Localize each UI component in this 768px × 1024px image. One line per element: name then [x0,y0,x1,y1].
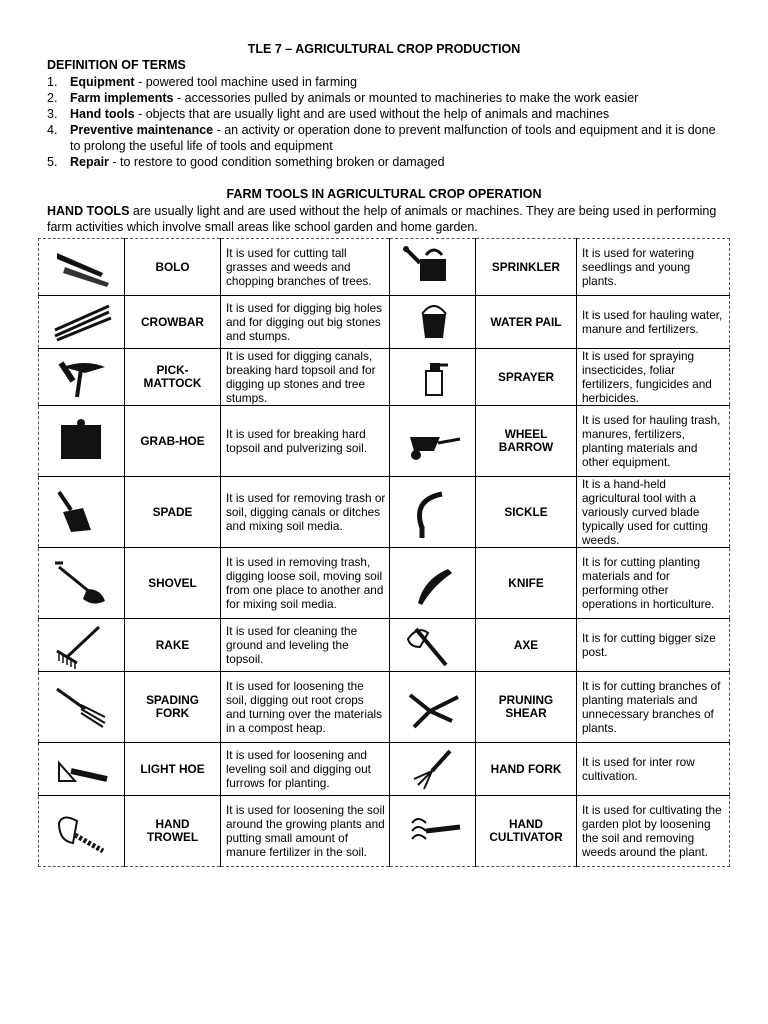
tool-description: It is used for cutting tall grasses and weeds and chopping branches of trees. [226,246,372,288]
definition-term: Repair [70,155,109,169]
tool-name-cell [476,239,577,296]
hand-trowel-icon [39,805,124,857]
tool-name-cell [125,619,221,672]
definition-item: 5. Repair - to restore to good condition something broken or damaged [47,155,445,169]
tool-description-cell [577,672,730,743]
tool-description-cell [577,349,730,406]
section-title: FARM TOOLS IN AGRICULTURAL CROP OPERATION [226,187,542,201]
tool-name: HAND TROWEL [146,817,199,844]
tool-name-cell [476,796,577,867]
tool-description: It is used for loosening and leveling soil and digging out furrows for planting. [226,748,371,790]
tool-description: It is for cutting branches of planting materials and unnecessary branches of plants. [582,679,721,735]
grab-hoe-icon [39,415,124,467]
definition-item: 1. Equipment - powered tool machine used in farming [47,75,357,89]
tool-name: SPADING FORK [146,693,199,720]
tool-name: SPRAYER [498,369,554,384]
tool-description: It is used for inter row cultivation. [582,755,695,783]
tool-description: It is for cutting bigger size post. [582,631,716,659]
tool-description-cell [221,743,390,796]
tool-name-cell [476,672,577,743]
tool-description-cell [221,672,390,743]
intro-text: are usually light and are used without the help of animals or machines. They are being used in performing farm activities which involve small areas like school garden and home garden. [47,204,717,234]
rake-icon [39,619,124,671]
tool-name: SHOVEL [148,575,197,590]
definition-item: 4. Preventive maintenance - an activity or operation done to prevent malfunction of tools and equipment and it is done to prolong the useful life of tools and equipment [47,123,716,153]
tool-description: It is used for spraying insecticides, foliar fertilizers, fungicides and herbicides. [582,349,712,405]
tool-name: LIGHT HOE [140,761,205,776]
tool-description: It is used for hauling trash, manures, fertilizers, planting materials and other equipment. [582,413,721,469]
sprinkler-icon [390,241,475,293]
tool-name-cell [476,477,577,548]
tool-name-cell [125,296,221,349]
tool-description-cell [221,296,390,349]
tool-description: It is used in removing trash, digging loose soil, moving soil from one place to another and for mixing soil media. [226,555,384,611]
tool-description: It is used for digging big holes and for digging out big stones and stumps. [226,301,383,343]
tool-image-cell [390,796,476,867]
tool-name: RAKE [155,637,190,652]
pick-mattock-icon [39,351,124,403]
tool-description: It is used for removing trash or soil, digging canals or ditches and mixing soil media. [226,491,386,533]
tool-image-cell [390,349,476,406]
tool-image-cell [390,619,476,672]
tool-image-cell [39,548,125,619]
tool-name: WATER PAIL [490,314,562,329]
hand-fork-icon [390,743,475,795]
hand-cultivator-icon [390,805,475,857]
tools-table-body [39,239,730,867]
definitions-heading: DEFINITION OF TERMS [47,58,186,72]
tool-description: It is for cutting planting materials and for performing other operations in horticulture. [582,555,715,611]
tool-name-cell [476,406,577,477]
tool-name-cell [476,743,577,796]
sprayer-icon [390,351,475,403]
tool-name: BOLO [155,259,190,274]
tool-image-cell [39,349,125,406]
table-row [39,349,730,406]
tool-image-cell [39,296,125,349]
tool-name: AXE [513,637,539,652]
tool-name-cell [125,406,221,477]
table-row [39,796,730,867]
definition-term: Preventive maintenance [70,123,214,137]
tool-name-cell [476,548,577,619]
tool-description: It is used for loosening the soil around the growing plants and putting small amount of manure fertilizer in the soil. [226,803,385,859]
definition-term: Hand tools [70,107,135,121]
tool-description-cell [221,477,390,548]
light-hoe-icon [39,743,124,795]
tool-name: KNIFE [508,575,544,590]
table-row [39,743,730,796]
definition-text: - accessories pulled by animals or mounted to machineries to make the work easier [173,91,639,105]
tool-name-cell [125,548,221,619]
definitions-list [47,74,727,170]
table-row [39,239,730,296]
tool-image-cell [39,743,125,796]
table-row [39,548,730,619]
tool-description-cell [577,548,730,619]
table-row [39,406,730,477]
tool-description-cell [221,406,390,477]
tool-description: It is used for breaking hard topsoil and pulverizing soil. [226,427,367,455]
tool-description: It is used for cleaning the ground and leveling the topsoil. [226,624,358,666]
tool-name-cell [476,619,577,672]
tool-name: HAND CULTIVATOR [489,817,563,844]
tool-image-cell [390,296,476,349]
definition-term: Equipment [70,75,135,89]
tool-name-cell [125,349,221,406]
axe-icon [390,619,475,671]
tool-name: SPRINKLER [491,259,561,274]
tool-image-cell [39,672,125,743]
tool-description-cell [221,548,390,619]
tool-image-cell [39,619,125,672]
tool-description: It is used for cultivating the garden plot by loosening the soil and removing weeds around the plant. [582,803,722,859]
table-row [39,619,730,672]
intro-bold: HAND TOOLS [47,204,130,218]
definition-term: Farm implements [70,91,174,105]
tool-description: It is used for watering seedlings and young plants. [582,246,695,288]
tool-image-cell [39,796,125,867]
definition-text: - objects that are usually light and are used without the help of animals and machines [134,107,610,121]
tool-image-cell [39,239,125,296]
tool-name: PRUNING SHEAR [498,693,554,720]
tool-name-cell [476,349,577,406]
spade-icon [39,486,124,538]
definition-item: 2. Farm implements - accessories pulled by animals or mounted to machineries to make the work easier [47,91,639,105]
tool-description-cell [221,796,390,867]
tool-name: WHEEL BARROW [498,427,554,454]
section-intro [47,203,727,235]
tool-description-cell [577,796,730,867]
tool-name-cell [125,672,221,743]
tool-name: GRAB-HOE [140,433,205,448]
tool-image-cell [390,743,476,796]
tool-description-cell [577,619,730,672]
definition-item: 3. Hand tools - objects that are usually light and are used without the help of animals and machines [47,107,610,121]
tool-description-cell [221,619,390,672]
tool-description-cell [221,239,390,296]
tool-image-cell [390,672,476,743]
spading-fork-icon [39,681,124,733]
tool-name-cell [125,239,221,296]
definition-text: - an activity or operation done to prevent malfunction of tools and equipment and it is done to prolong the useful life of tools and equipment [70,123,716,153]
tool-description-cell [577,743,730,796]
tool-description-cell [577,477,730,548]
table-row [39,672,730,743]
sickle-icon [390,486,475,538]
tool-name: CROWBAR [141,314,204,329]
crowbar-icon [39,296,124,348]
wheelbarrow-icon [390,415,475,467]
tool-description: It is used for loosening the soil, digging out root crops and turning over the materials in a compost heap. [226,679,383,735]
tool-name: HAND FORK [490,761,562,776]
definition-text: - powered tool machine used in farming [134,75,357,89]
bolo-icon [39,241,124,293]
knife-icon [390,557,475,609]
pruning-shear-icon [390,681,475,733]
tool-name-cell [125,477,221,548]
table-row [39,296,730,349]
tool-description-cell [577,296,730,349]
tool-description: It is a hand-held agricultural tool with a variously curved blade typically used for cutting weeds. [582,477,708,547]
tool-image-cell [39,477,125,548]
tool-name-cell [125,743,221,796]
tool-name: SPADE [152,504,193,519]
table-row [39,477,730,548]
tool-image-cell [39,406,125,477]
tool-name: SICKLE [504,504,548,519]
page-title: TLE 7 – AGRICULTURAL CROP PRODUCTION [247,42,521,56]
tool-image-cell [390,406,476,477]
tool-description-cell [577,239,730,296]
tool-name: PICK- MATTOCK [143,363,202,390]
shovel-icon [39,557,124,609]
tool-description: It is used for hauling water, manure and fertilizers. [582,308,723,336]
water-pail-icon [390,296,475,348]
tool-image-cell [390,239,476,296]
tool-name-cell [125,796,221,867]
definition-text: - to restore to good condition something broken or damaged [108,155,445,169]
tool-description-cell [221,349,390,406]
tool-description: It is used for digging canals, breaking hard topsoil and for digging up stones and tree stumps. [226,349,376,405]
tool-image-cell [390,548,476,619]
tool-description-cell [577,406,730,477]
tool-image-cell [390,477,476,548]
tool-name-cell [476,296,577,349]
tools-table [38,238,730,867]
